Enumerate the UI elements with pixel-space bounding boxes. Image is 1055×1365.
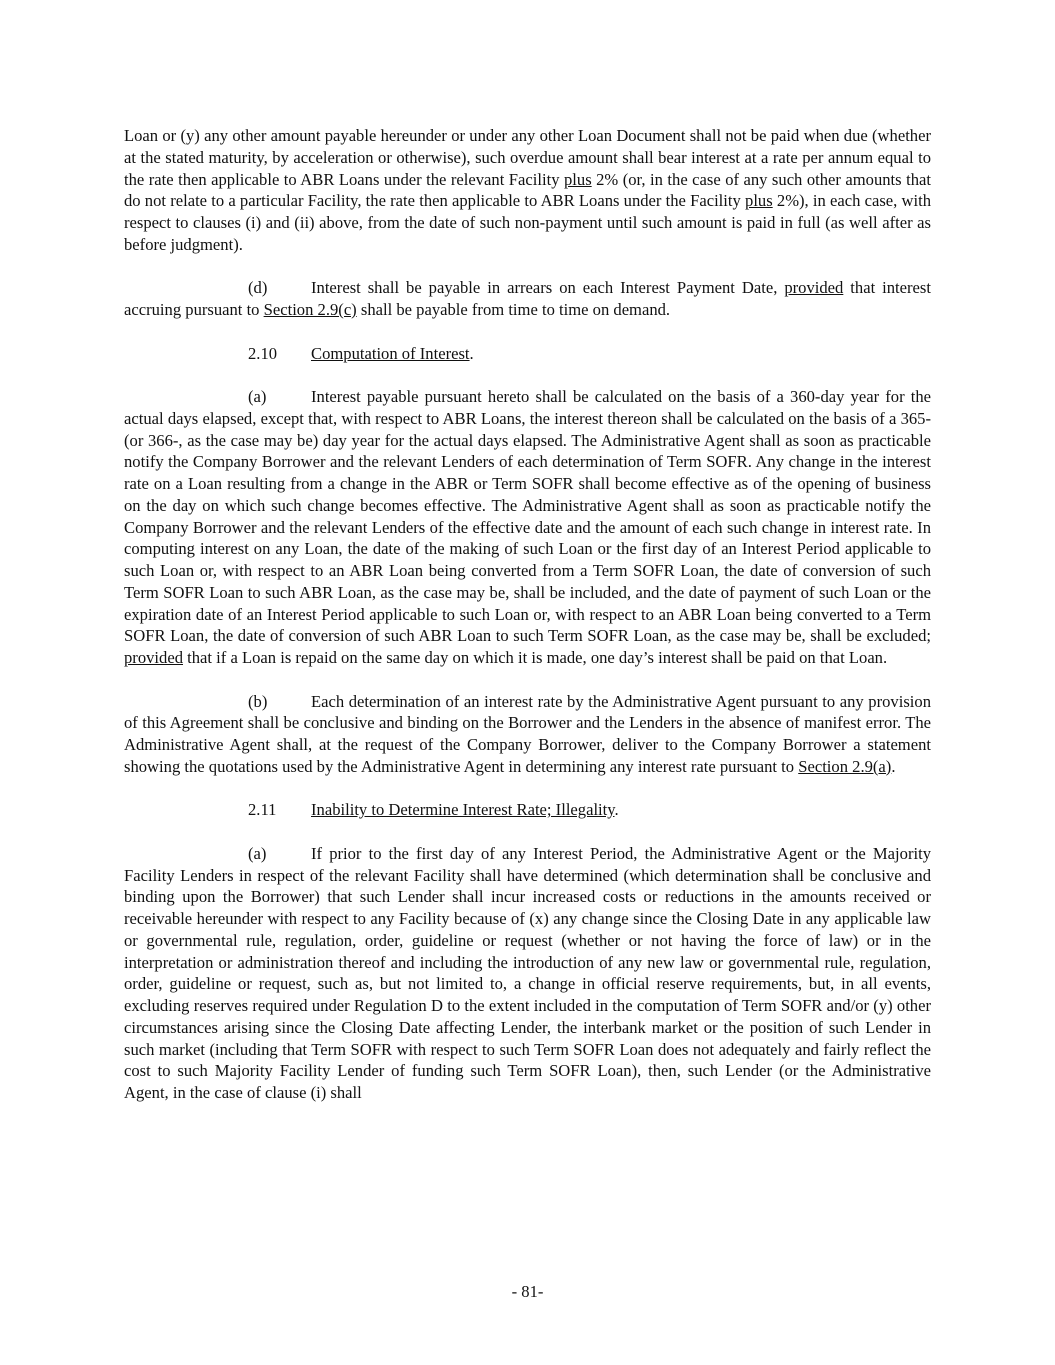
text-segment: that interest accruing pursuant to: [124, 278, 931, 319]
clause-label: (b): [248, 691, 268, 711]
text-segment: .: [614, 800, 619, 820]
text-segment: that if a Loan is repaid on the same day on which it is made, one day’s interest shall be paid on that Loan.: [183, 648, 888, 667]
clause-label: (a): [248, 387, 267, 406]
section-heading: [124, 799, 931, 821]
text-segment: Interest payable pursuant hereto shall be calculated on the basis of a 360-day year for the actual days elapsed, except that, with respect to ABR Loans, the interest thereon shall be calculated on the basis of a 365- (or 366-, as the case may be) day year for the actual days elapsed. The Administrative Agent shall as soon as practicable notify the Company Borrower and the relevant Lenders of each determination of Term SOFR. Any change in the interest rate on a Loan resulting from a change in the ABR or Term SOFR shall become effective as of the opening of business on the day on which such change becomes effective. The Administrative Agent shall as soon as practicable notify the Company Borrower and the relevant Lenders of the effective date and the amount of each such change in interest rate. In computing interest on any Loan, the date of the making of such Loan or the first day of an Interest Period applicable to such Loan or, with respect to an ABR Loan being converted from a Term SOFR Loan, the date of conversion of such Term SOFR Loan to such ABR Loan, as the case may be, shall be included, and the date of payment of such Loan or the expiration date of an Interest Period applicable to such Loan or, with respect to an ABR Loan being converted to a Term SOFR Loan, the date of conversion of such ABR Loan to such Term SOFR Loan, as the case may be, shall be excluded;: [124, 387, 931, 646]
section-number: 2.10: [248, 343, 278, 363]
text-segment: .: [891, 756, 896, 776]
text-segment: If prior to the first day of any Interest Period, the Administrative Agent or the Majority Facility Lenders in respect of the relevant Facility shall have determined (which determination shall be conclusive and binding upon the Borrower) that such Lender shall incur increased costs or reductions in the amounts received or receivable hereunder with respect to any Facility because of (x) any change since the Closing Date in any applicable law or governmental rule, regulation, order, guideline or request (whether or not having the force of law) or in the interpretation or administration thereof and including the introduction of any new law or governmental rule, regulation, order, guideline or request, such as, but not limited to, a change in official reserve requirements, but, in all events, excluding reserves required under Regulation D to the extent included in the computation of Term SOFR and/or (y) other circumstances arising since the Closing Date affecting Lender, the interbank market or the position of such Lender in such market (including that Term SOFR with respect to such Term SOFR Loan does not adequately and fairly reflect the cost to such Majority Facility Lender of funding such Term SOFR Loan), then, such Lender (or the Administrative Agent, in the case of clause (i) shall: [124, 843, 931, 1102]
paragraph: [124, 125, 931, 256]
text-segment: 2% (or, in the case of any such other amounts that do not relate to a particular Facility, the rate then applicable to ABR Loans under the Facility: [124, 169, 931, 211]
underlined-term: provided: [124, 648, 183, 667]
underlined-term: Inability to Determine Interest Rate; Illegality: [311, 800, 615, 820]
page-number: - 81-: [511, 1282, 544, 1301]
clause-label: (d): [248, 278, 268, 298]
text-segment: 2%), in each case, with respect to clauses (i) and (ii) above, from the date of such non-payment until such amount is paid in full (as well after as before judgment).: [124, 191, 931, 254]
underlined-term: Section 2.9(a): [798, 756, 892, 776]
paragraph: [124, 691, 931, 778]
paragraph: [124, 843, 931, 1104]
section-number: 2.11: [248, 800, 277, 820]
text-segment: Each determination of an interest rate by the Administrative Agent pursuant to any provision of this Agreement shall be conclusive and binding on the Borrower and the Lenders in the absence of manifest error. The Administrative Agent shall, at the request of the Company Borrower, deliver to the Company Borrower a statement showing the quotations used by the Administrative Agent in determining any interest rate pursuant to: [124, 691, 931, 776]
underlined-term: plus: [563, 169, 592, 189]
text-segment: .: [469, 343, 474, 363]
document-page: [124, 125, 931, 1126]
paragraph: [124, 386, 931, 669]
text-segment: Interest shall be payable in arrears on each Interest Payment Date,: [311, 278, 785, 298]
section-heading: [124, 343, 931, 365]
underlined-term: Section 2.9(c): [263, 300, 357, 319]
paragraph: [124, 277, 931, 321]
underlined-term: Computation of Interest: [311, 343, 470, 363]
clause-label: (a): [248, 843, 267, 863]
text-segment: Loan or (y) any other amount payable hereunder or under any other Loan Document shall not be paid when due (whether at the stated maturity, by acceleration or otherwise), such overdue amount shall bear interest at a rate per annum equal to the rate then applicable to ABR Loans under the relevant Facility: [124, 126, 931, 189]
underlined-term: plus: [745, 191, 773, 211]
underlined-term: provided: [784, 278, 844, 298]
text-segment: shall be payable from time to time on demand.: [356, 300, 671, 319]
